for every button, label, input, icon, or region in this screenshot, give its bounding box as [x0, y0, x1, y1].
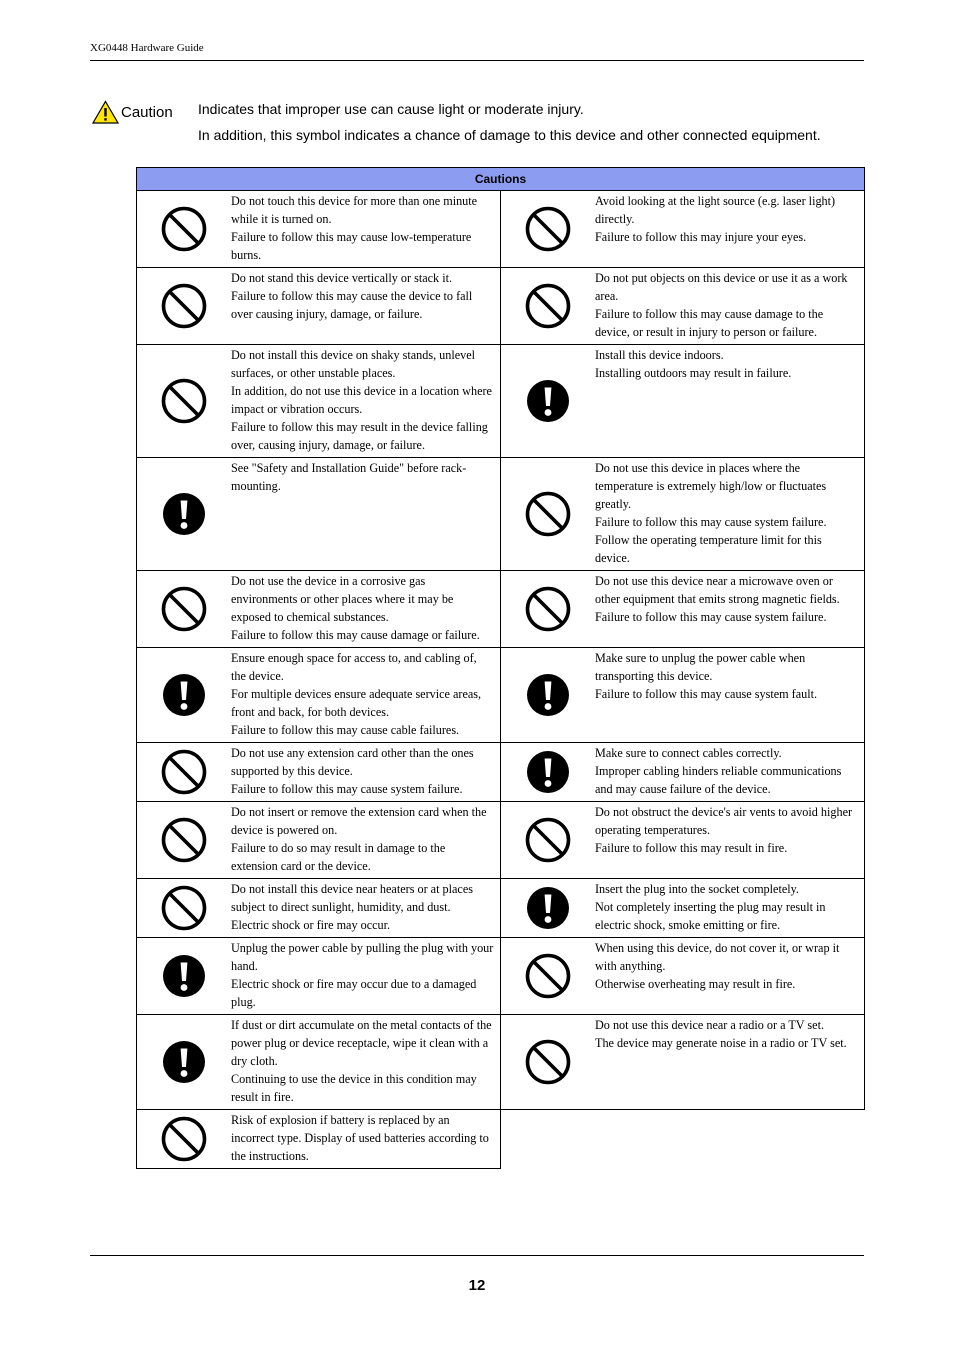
prohibited-icon	[137, 879, 231, 937]
caution-text-line: Continuing to use the device in this condition may result in fire.	[231, 1072, 477, 1104]
caution-text-line: Do not put objects on this device or use it as a work area.	[595, 271, 848, 303]
caution-text-line: Electric shock or fire may occur.	[231, 918, 391, 932]
caution-description-line: Indicates that improper use can cause light or moderate injury.	[198, 101, 584, 117]
caution-text-line: Do not use this device in places where the temperature is extremely high/low or fluctuates greatly.	[595, 461, 827, 511]
table-row	[137, 345, 865, 458]
caution-cell	[137, 458, 501, 571]
table-row	[137, 648, 865, 743]
caution-text-line: Ensure enough space for access to, and cabling of, the device.	[231, 651, 477, 683]
caution-text-line: Failure to follow this may cause system failure.	[231, 782, 463, 796]
caution-text-line: Otherwise overheating may result in fire.	[595, 977, 796, 991]
caution-text-line: Make sure to connect cables correctly.	[595, 746, 782, 760]
prohibited-icon	[137, 802, 231, 878]
caution-text-line: Failure to follow this may result in the device falling over, causing injury, damage, or failure.	[231, 420, 488, 452]
caution-text	[595, 345, 864, 457]
caution-text	[231, 648, 500, 742]
caution-text-line: For multiple devices ensure adequate service areas, front and back, for both devices.	[231, 687, 482, 719]
caution-text-line: Do not touch this device for more than one minute while it is turned on.	[231, 194, 478, 226]
mandatory-icon	[137, 458, 231, 570]
table-row	[137, 802, 865, 879]
cautions-table	[136, 167, 865, 1169]
table-row	[137, 938, 865, 1015]
caution-legend	[92, 100, 173, 124]
caution-label: Caution	[121, 103, 173, 121]
table-row	[137, 879, 865, 938]
caution-cell	[501, 802, 865, 879]
caution-text	[231, 879, 500, 937]
mandatory-icon	[137, 938, 231, 1014]
caution-text	[231, 458, 500, 570]
caution-cell	[137, 1110, 501, 1169]
prohibited-icon	[501, 802, 595, 878]
caution-cell	[501, 268, 865, 345]
caution-cell	[501, 648, 865, 743]
caution-text	[231, 802, 500, 878]
empty-cell	[501, 1110, 865, 1169]
caution-cell	[137, 268, 501, 345]
caution-text-line: Do not use the device in a corrosive gas environments or other places where it may be exposed to chemical substances.	[231, 574, 454, 624]
mandatory-icon	[501, 879, 595, 937]
caution-cell	[137, 802, 501, 879]
caution-text	[231, 571, 500, 647]
prohibited-icon	[501, 938, 595, 1014]
caution-text	[231, 1110, 500, 1168]
caution-text	[595, 938, 864, 1014]
prohibited-icon	[137, 268, 231, 344]
caution-description-line: In addition, this symbol indicates a chance of damage to this device and other connected equipment.	[198, 127, 821, 143]
caution-text-line: Do not obstruct the device's air vents to avoid higher operating temperatures.	[595, 805, 853, 837]
caution-text-line: Install this device indoors.	[595, 348, 724, 362]
caution-text-line: Do not use this device near a microwave oven or other equipment that emits strong magnetic fields.	[595, 574, 840, 606]
caution-text-line: Risk of explosion if battery is replaced by an incorrect type. Display of used batteries according to the instructions.	[231, 1113, 489, 1163]
caution-text	[595, 1015, 864, 1109]
caution-text	[595, 648, 864, 742]
prohibited-icon	[137, 191, 231, 267]
caution-cell	[137, 191, 501, 268]
table-row	[137, 1110, 865, 1169]
caution-text	[231, 743, 500, 801]
caution-text-line: Failure to follow this may cause the device to fall over causing injury, damage, or failure.	[231, 289, 473, 321]
caution-text	[595, 879, 864, 937]
caution-text-line: Electric shock or fire may occur due to a damaged plug.	[231, 977, 477, 1009]
caution-text-line: When using this device, do not cover it, or wrap it with anything.	[595, 941, 840, 973]
caution-text	[231, 345, 500, 457]
caution-text-line: Insert the plug into the socket completely.	[595, 882, 799, 896]
prohibited-icon	[137, 571, 231, 647]
caution-text-line: Failure to follow this may cause damage to the device, or result in injury to person or failure.	[595, 307, 824, 339]
caution-text-line: Failure to follow this may cause system failure.	[595, 515, 827, 529]
header-divider	[90, 60, 864, 61]
prohibited-icon	[501, 191, 595, 267]
caution-text-line: Not completely inserting the plug may result in electric shock, smoke emitting or fire.	[595, 900, 826, 932]
caution-cell	[137, 648, 501, 743]
caution-cell	[501, 743, 865, 802]
caution-text-line: Do not install this device on shaky stands, unlevel surfaces, or other unstable places.	[231, 348, 476, 380]
caution-cell	[501, 879, 865, 938]
caution-text-line: See "Safety and Installation Guide" before rack-mounting.	[231, 461, 467, 493]
caution-text-line: Failure to follow this may cause damage or failure.	[231, 628, 480, 642]
caution-text	[231, 938, 500, 1014]
caution-description	[198, 96, 821, 148]
prohibited-icon	[501, 268, 595, 344]
caution-text	[595, 458, 864, 570]
page-number: 12	[468, 1277, 486, 1294]
prohibited-icon	[501, 571, 595, 647]
mandatory-icon	[137, 648, 231, 742]
caution-text	[595, 268, 864, 344]
caution-text-line: Failure to do so may result in damage to the extension card or the device.	[231, 841, 446, 873]
caution-cell	[501, 571, 865, 648]
mandatory-icon	[137, 1015, 231, 1109]
footer-divider	[90, 1255, 864, 1256]
caution-text-line: Failure to follow this may result in fire.	[595, 841, 788, 855]
caution-text-line: Unplug the power cable by pulling the plug with your hand.	[231, 941, 494, 973]
caution-text	[231, 1015, 500, 1109]
table-row	[137, 458, 865, 571]
caution-text-line: Failure to follow this may cause system fault.	[595, 687, 818, 701]
caution-cell	[137, 571, 501, 648]
prohibited-icon	[501, 1015, 595, 1109]
table-row	[137, 1015, 865, 1110]
caution-text	[595, 571, 864, 647]
table-row	[137, 743, 865, 802]
caution-text	[231, 268, 500, 344]
caution-text	[595, 802, 864, 878]
caution-cell	[501, 191, 865, 268]
caution-text-line: In addition, do not use this device in a location where impact or vibration occurs.	[231, 384, 492, 416]
table-row	[137, 268, 865, 345]
caution-text-line: Do not insert or remove the extension card when the device is powered on.	[231, 805, 487, 837]
caution-text	[595, 191, 864, 267]
table-row	[137, 571, 865, 648]
caution-text-line: Do not install this device near heaters or at places subject to direct sunlight, humidity, and dust.	[231, 882, 473, 914]
caution-cell	[137, 879, 501, 938]
caution-text-line: Do not stand this device vertically or stack it.	[231, 271, 453, 285]
caution-text	[595, 743, 864, 801]
caution-cell	[501, 458, 865, 571]
caution-cell	[137, 743, 501, 802]
caution-text-line: Improper cabling hinders reliable communications and may cause failure of the device.	[595, 764, 842, 796]
caution-text-line: Follow the operating temperature limit for this device.	[595, 533, 822, 565]
cautions-table-header: Cautions	[137, 168, 865, 191]
caution-cell	[501, 1015, 865, 1110]
caution-text-line: Do not use this device near a radio or a TV set.	[595, 1018, 825, 1032]
caution-text-line: Failure to follow this may cause system failure.	[595, 610, 827, 624]
caution-text-line: Failure to follow this may injure your eyes.	[595, 230, 807, 244]
caution-cell	[137, 938, 501, 1015]
prohibited-icon	[137, 345, 231, 457]
prohibited-icon	[137, 743, 231, 801]
prohibited-icon	[501, 458, 595, 570]
mandatory-icon	[501, 345, 595, 457]
prohibited-icon	[137, 1110, 231, 1168]
caution-cell	[137, 1015, 501, 1110]
caution-cell	[137, 345, 501, 458]
caution-text-line: Make sure to unplug the power cable when transporting this device.	[595, 651, 806, 683]
table-row	[137, 191, 865, 268]
caution-cell	[501, 345, 865, 458]
caution-text-line: Avoid looking at the light source (e.g. laser light) directly.	[595, 194, 836, 226]
warning-triangle-icon	[92, 100, 119, 124]
caution-cell	[501, 938, 865, 1015]
caution-text-line: Installing outdoors may result in failure.	[595, 366, 792, 380]
caution-text-line: The device may generate noise in a radio or TV set.	[595, 1036, 847, 1050]
mandatory-icon	[501, 648, 595, 742]
mandatory-icon	[501, 743, 595, 801]
document-header-title: XG0448 Hardware Guide	[90, 42, 204, 54]
caution-text-line: Do not use any extension card other than the ones supported by this device.	[231, 746, 474, 778]
caution-text-line: If dust or dirt accumulate on the metal contacts of the power plug or device receptacle, wipe it clean with a dry cloth.	[231, 1018, 492, 1068]
caution-text	[231, 191, 500, 267]
caution-text-line: Failure to follow this may cause cable failures.	[231, 723, 460, 737]
caution-text-line: Failure to follow this may cause low-temperature burns.	[231, 230, 472, 262]
